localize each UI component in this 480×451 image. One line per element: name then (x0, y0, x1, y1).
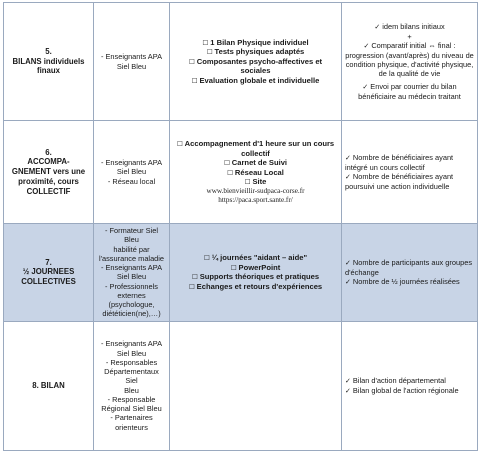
indicators-cell (342, 321, 478, 450)
website-link[interactable]: https://paca.sport.sante.fr/ (218, 195, 293, 204)
list-item: ✓ Nombre de ½ journées réalisées (345, 276, 460, 286)
stage-cell: 8. BILAN (4, 321, 94, 450)
check-icon: ✓ (362, 83, 369, 92)
list-item: ✓ Bilan d'action départemental (345, 375, 446, 385)
list-item: ☐ Accompagnement d'1 heure sur un cours collectif (176, 139, 335, 158)
check-icon: ✓ (345, 386, 351, 395)
checkbox-icon: ☐ (202, 38, 209, 47)
stage-cell: 6. ACCOMPA- GNEMENT vers une proximité, cours COLLECTIF (4, 121, 94, 224)
list-item: ☐ 1 Bilan Physique individuel (202, 37, 309, 47)
actors-cell: - Enseignants APA Siel Bleu - Réseau local (94, 121, 170, 224)
checkbox-icon: ☐ (188, 57, 195, 66)
tools-cell (170, 121, 342, 224)
checkbox-icon: ☐ (203, 254, 210, 263)
table-row (4, 3, 478, 121)
indicators-cell: ✓ idem bilans initiaux + ✓ Comparatif initial ⇔ final : progression (avant/après) du niveau de condition physique, d'activité physique, de la qualité de vie ✓ Envoi par courrier du bilan bénéficiaire au médecin traitant (342, 3, 478, 121)
stage-cell: 5. BILANS individuels finaux (4, 3, 94, 121)
tools-cell (170, 321, 342, 450)
list-item: ☐ Tests physiques adaptés (206, 47, 305, 57)
checkbox-icon: ☐ (206, 48, 213, 57)
indicators-cell (342, 224, 478, 322)
actors-cell: - Formateur Siel Bleu habilité par l'assurance maladie - Enseignants APA Siel Bleu - Professionnels externes (psychologue, diététicien(ne),…) (94, 224, 170, 322)
checkbox-icon: ☐ (227, 168, 233, 177)
check-icon: ✓ (345, 277, 351, 286)
checkbox-icon: ☐ (244, 178, 251, 187)
actors-cell: - Enseignants APA Siel Bleu (94, 3, 170, 121)
table-row (4, 121, 478, 224)
list-item: ✓ Nombre de bénéficiaires ayant intégré un cours collectif (345, 153, 454, 172)
checkbox-icon: ☐ (223, 159, 230, 168)
list-item: ☐ Réseau Local (227, 167, 284, 177)
tools-cell (170, 3, 342, 121)
table-row (4, 321, 478, 450)
list-item: ✓ Nombre de bénéficiaires ayant poursuivi une action individuelle (345, 172, 454, 191)
list-item: ☐ Site (244, 177, 267, 187)
checkbox-icon: ☐ (191, 76, 198, 85)
checkbox-icon: ☐ (191, 273, 198, 282)
list-item: ✓ Envoi par courrier du bilan bénéficiaire au médecin traitant (358, 82, 461, 101)
website-link[interactable]: www.bienvieillir-sudpaca-corse.fr (206, 186, 305, 195)
indicators-cell (342, 121, 478, 224)
stage-cell: 7. ½ JOURNEES COLLECTIVES (4, 224, 94, 322)
list-item: ✓ Comparatif initial ⇔ final : progression (avant/après) du niveau de condition physique, d'activité physique, de la qualité de vie (345, 40, 474, 78)
action-table (3, 2, 478, 451)
checkbox-icon: ☐ (176, 140, 183, 149)
list-item: ☐ Composantes psycho-affectives et sociales (188, 56, 323, 76)
checkbox-icon: ☐ (188, 282, 195, 291)
list-item: ☐ Supports théoriques et pratiques (191, 272, 320, 282)
check-icon: ✓ (345, 154, 351, 162)
check-icon: ✓ (363, 41, 370, 50)
list-item: ✓ Bilan global de l'action régionale (345, 385, 459, 395)
actors-cell: - Enseignants APA Siel Bleu - Responsables Départementaux Siel Bleu - Responsable Régional Siel Bleu - Partenaires orienteurs (94, 321, 170, 450)
list-item: ✓ Nombre de participants aux groupes d'échange (345, 257, 473, 277)
list-item: ☐ ¼ journées "aidant – aide" (203, 253, 308, 263)
tools-cell (170, 224, 342, 322)
list-item: ✓ idem bilans initiaux (374, 21, 445, 31)
check-icon: ✓ (345, 258, 351, 267)
checkbox-icon: ☐ (230, 263, 237, 272)
list-item: ☐ Carnet de Suivi (223, 158, 288, 168)
check-icon: ✓ (345, 376, 351, 385)
table-row (4, 224, 478, 322)
list-item: ☐ Echanges et retours d'expériences (188, 281, 323, 291)
check-icon: ✓ (374, 22, 381, 31)
check-icon: ✓ (345, 173, 351, 181)
list-item: ☐ Evaluation globale et individuelle (191, 75, 320, 85)
list-item: ☐ PowerPoint (230, 262, 281, 272)
